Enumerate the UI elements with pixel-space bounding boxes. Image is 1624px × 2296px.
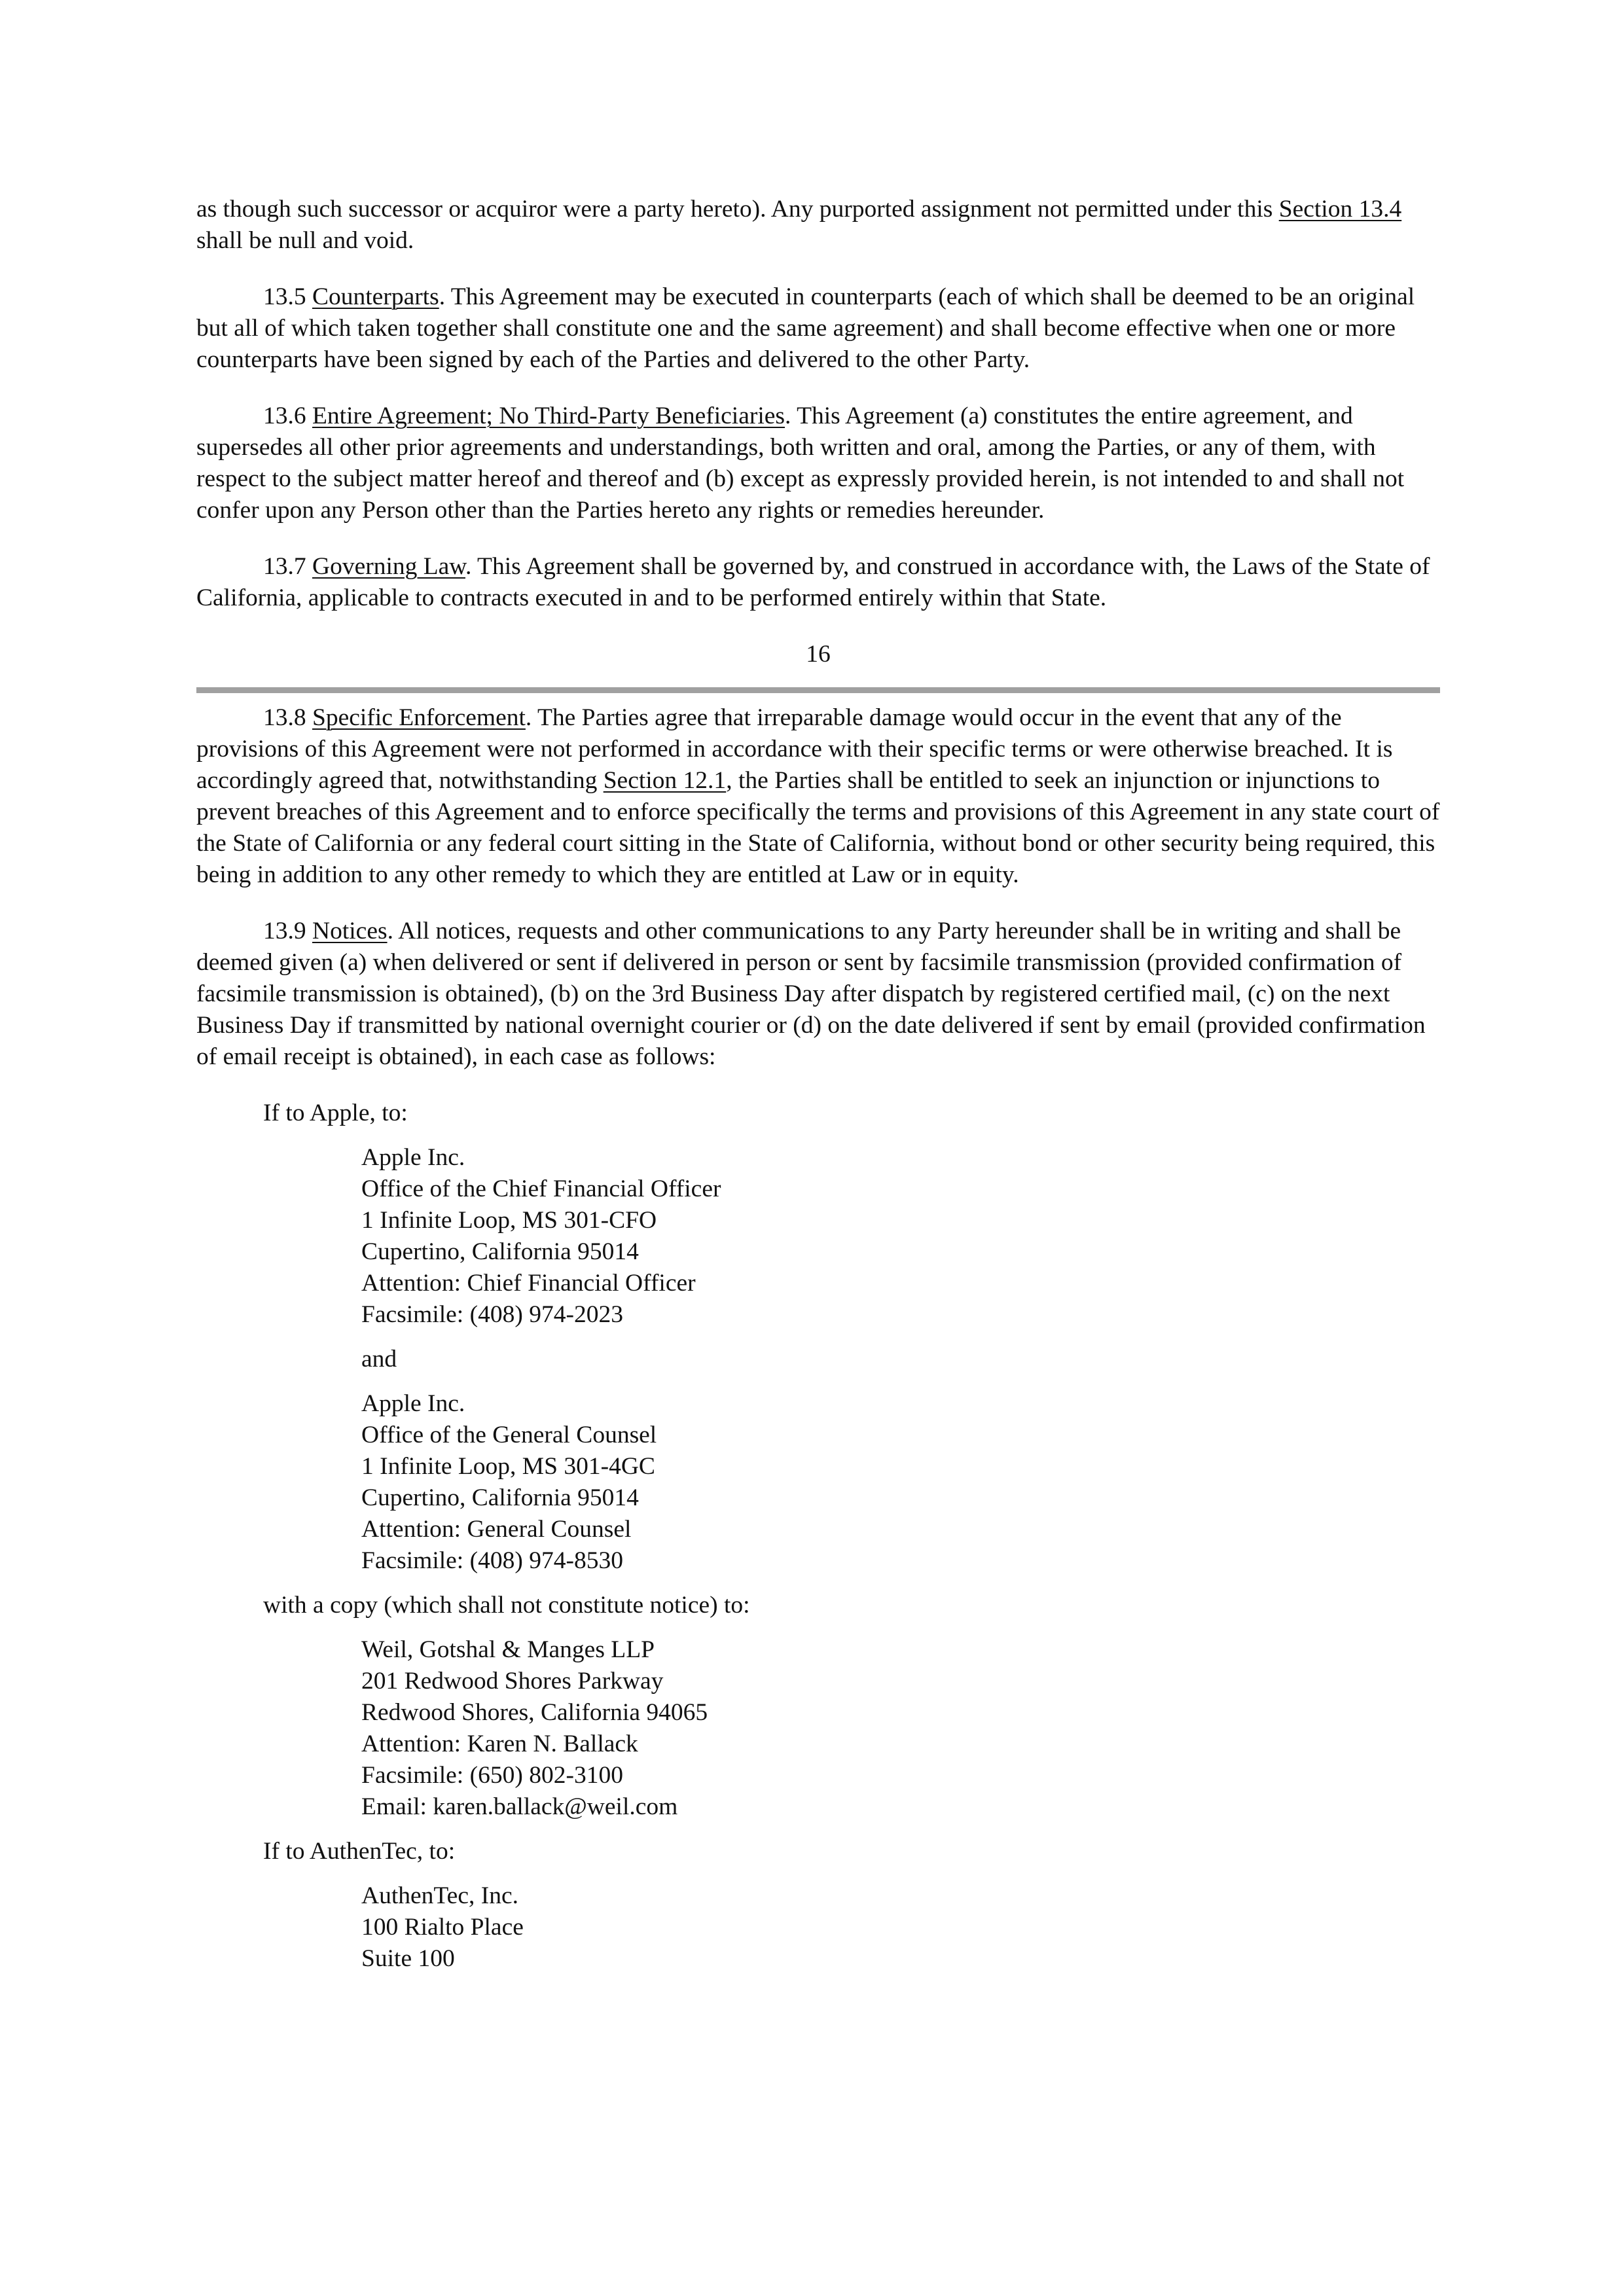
section-heading: Specific Enforcement (312, 704, 526, 731)
address-line: Attention: General Counsel (361, 1516, 632, 1543)
section-number: 13.6 (263, 403, 312, 429)
address-line: Attention: Chief Financial Officer (361, 1270, 696, 1297)
carryover-text-end: shall be null and void. (196, 227, 414, 254)
address-block-apple-gc (361, 1388, 1440, 1577)
address-line: Office of the Chief Financial Officer (361, 1175, 721, 1202)
section-heading: Entire Agreement; No Third-Party Beneficiaries (312, 403, 785, 429)
section-number: 13.5 (263, 283, 312, 310)
carryover-paragraph (196, 194, 1440, 257)
section-12-1-reference: Section 12.1 (603, 767, 727, 794)
address-line: 1 Infinite Loop, MS 301-CFO (361, 1207, 657, 1234)
address-line: Facsimile: (408) 974-8530 (361, 1547, 623, 1574)
address-line: Facsimile: (408) 974-2023 (361, 1301, 623, 1328)
address-block-weil (361, 1634, 1440, 1823)
address-line: Cupertino, California 95014 (361, 1484, 639, 1511)
address-line: Suite 100 (361, 1945, 455, 1972)
section-13-9-paragraph (196, 916, 1440, 1073)
section-13-4-reference: Section 13.4 (1278, 196, 1402, 223)
address-line: Attention: Karen N. Ballack (361, 1731, 638, 1757)
notice-intro-authentec: If to AuthenTec, to: (263, 1838, 456, 1865)
notice-intro-apple: If to Apple, to: (263, 1100, 408, 1126)
section-13-8-paragraph (196, 702, 1440, 891)
section-body: . The Parties agree that irreparable damage would occur in the event that any of the provisions of this Agreement were not performed in accordance with their specific terms or were otherwise breached. It is accordingly agreed that, notwithstanding (196, 704, 1393, 794)
section-heading: Governing Law (312, 553, 465, 580)
notice-copy-intro: with a copy (which shall not constitute notice) to: (263, 1592, 750, 1619)
carryover-text: as though such successor or acquiror were a party hereto). Any purported assignment not permitted under this (196, 196, 1279, 223)
address-line: Apple Inc. (361, 1144, 465, 1171)
section-body: . This Agreement may be executed in counterparts (each of which shall be deemed to be an original but all of which taken together shall constitute one and the same agreement) and shall become effective when one or more counterparts have been signed by each of the Parties and delivered to the other Party. (196, 283, 1415, 373)
section-body: . This Agreement shall be governed by, and construed in accordance with, the Laws of the State of California, applicable to contracts executed in and to be performed entirely within that State. (196, 553, 1430, 611)
address-line: 100 Rialto Place (361, 1914, 524, 1941)
section-13-5-paragraph (196, 281, 1440, 376)
address-line: Facsimile: (650) 802-3100 (361, 1762, 623, 1789)
address-block-authentec (361, 1880, 1440, 1975)
address-block-apple-cfo (361, 1142, 1440, 1331)
section-13-7-paragraph (196, 551, 1440, 614)
section-heading: Counterparts (312, 283, 439, 310)
section-body: . All notices, requests and other communications to any Party hereunder shall be in writing and shall be deemed given (a) when delivered or sent if delivered in person or sent by facsimile transmission (provided confirmation of facsimile transmission is obtained), (b) on the 3rd Business Day after dispatch by registered certified mail, (c) on the next Business Day if transmitted by national overnight courier or (d) on the date delivered if sent by email (provided confirmation of email receipt is obtained), in each case as follows: (196, 918, 1426, 1070)
address-line: Apple Inc. (361, 1390, 465, 1417)
section-13-6-paragraph (196, 401, 1440, 526)
address-line: Email: karen.ballack@weil.com (361, 1793, 678, 1820)
document-page (196, 194, 1440, 1988)
conjunction-and: and (361, 1346, 397, 1372)
address-line: 1 Infinite Loop, MS 301-4GC (361, 1453, 655, 1480)
address-line: Office of the General Counsel (361, 1422, 657, 1448)
address-line: AuthenTec, Inc. (361, 1882, 518, 1909)
address-line: Cupertino, California 95014 (361, 1238, 639, 1265)
address-line: 201 Redwood Shores Parkway (361, 1668, 664, 1695)
section-number: 13.9 (263, 918, 312, 944)
section-number: 13.7 (263, 553, 312, 580)
page-number: 16 (806, 641, 831, 668)
section-number: 13.8 (263, 704, 312, 731)
section-body: . This Agreement (a) constitutes the entire agreement, and supersedes all other prior agreements and understandings, both written and oral, among the Parties, or any of them, with respect to the subject matter hereof and thereof and (b) except as expressly provided herein, is not intended to and shall not confer upon any Person other than the Parties hereto any rights or remedies hereunder. (196, 403, 1405, 524)
section-body-end: , the Parties shall be entitled to seek an injunction or injunctions to prevent breaches of this Agreement and to enforce specifically the terms and provisions of this Agreement in any state court of the State of California or any federal court sitting in the State of California, without bond or other security being required, this being in addition to any other remedy to which they are entitled at Law or in equity. (196, 767, 1440, 888)
address-line: Weil, Gotshal & Manges LLP (361, 1636, 655, 1663)
section-heading: Notices (312, 918, 388, 944)
page-break-divider (196, 687, 1440, 693)
address-line: Redwood Shores, California 94065 (361, 1699, 708, 1726)
